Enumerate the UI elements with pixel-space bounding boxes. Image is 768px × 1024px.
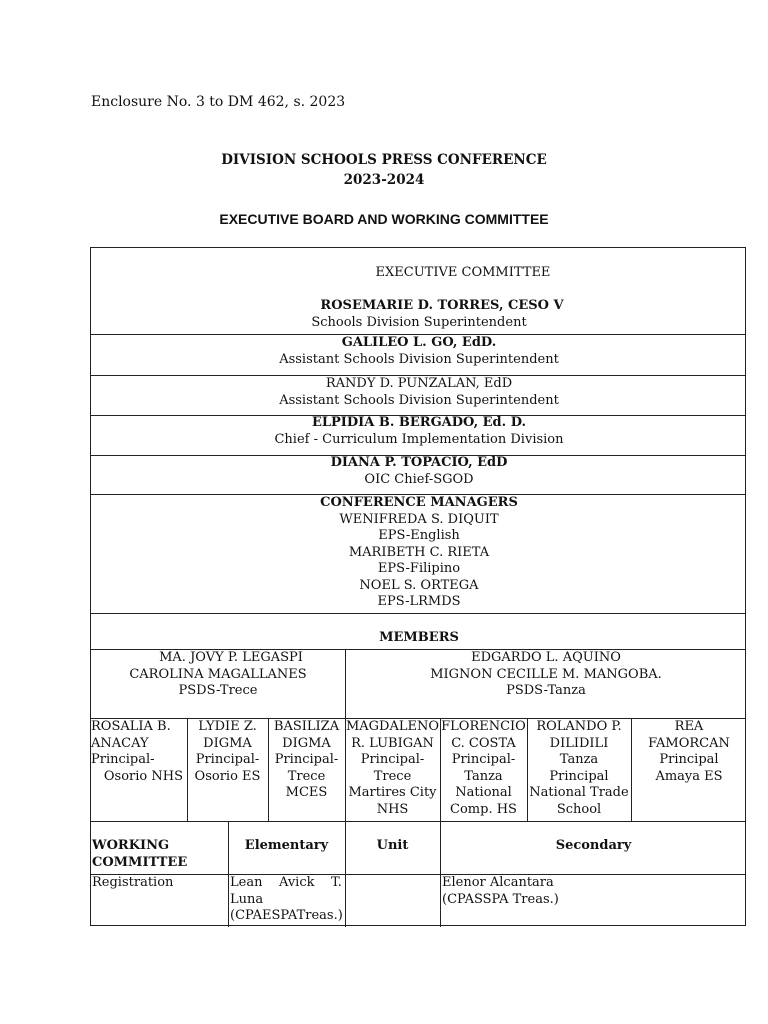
- executive-member: [91, 455, 747, 488]
- member-name: DIANA P. TOPACIO, EdD: [330, 455, 508, 470]
- member-title: Chief - Curriculum Implementation Division: [274, 431, 564, 447]
- member-title: Schools Division Superintendent: [311, 314, 527, 330]
- manager-title: EPS-Filipino: [377, 561, 461, 576]
- psds-tanza: EDGARDO L. AQUINO MIGNON CECILLE M. MANGOBA. PSDS-Tanza: [430, 650, 662, 698]
- unit-header: Unit: [376, 838, 409, 853]
- document-year: 2023-2024: [343, 172, 425, 188]
- psds-trece: MA. JOVY P. LEGASPI CAROLINA MAGALLANES PSDS-Trece: [129, 650, 307, 698]
- principal-cell: LYDIE Z. DIGMA Principal- Osorio ES: [194, 719, 261, 784]
- member-name: RANDY D. PUNZALAN, EdD: [325, 376, 513, 391]
- member-title: Assistant Schools Division Superintendent: [279, 392, 559, 408]
- document-title: DIVISION SCHOOLS PRESS CONFERENCE: [221, 152, 547, 168]
- row-divider: [91, 821, 745, 822]
- manager-name: NOEL S. ORTEGA: [359, 577, 479, 593]
- enclosure-reference: Enclosure No. 3 to DM 462, s. 2023: [91, 94, 346, 110]
- conference-managers-heading: CONFERENCE MANAGERS: [320, 495, 518, 510]
- member-name: ELPIDIA B. BERGADO, Ed. D.: [311, 415, 527, 430]
- row-divider: [91, 613, 745, 614]
- committee-table: [90, 247, 746, 926]
- members-heading: MEMBERS: [379, 630, 459, 645]
- manager-title: EPS-English: [378, 528, 460, 543]
- principal-cell: MAGDALENO R. LUBIGAN Principal- Trece Martires City NHS: [345, 719, 440, 817]
- elementary-header: Elementary: [244, 838, 329, 853]
- committee-name: Registration: [92, 875, 174, 890]
- principal-cell: ROSALIA B. ANACAY Principal- Osorio NHS: [91, 719, 183, 784]
- secondary-header: Secondary: [555, 838, 632, 853]
- manager-title: EPS-LRMDS: [377, 594, 461, 609]
- executive-committee-heading: EXECUTIVE COMMITTEE: [375, 265, 551, 280]
- member-title: OIC Chief-SGOD: [364, 471, 474, 487]
- column-divider: [440, 821, 441, 927]
- document-subtitle: EXECUTIVE BOARD AND WORKING COMMITTEE: [219, 211, 549, 227]
- executive-member: [91, 376, 747, 409]
- member-name: ROSEMARIE D. TORRES, CESO V: [320, 298, 564, 313]
- executive-member: [91, 415, 747, 448]
- principal-cell: FLORENCIO C. COSTA Principal- Tanza National Comp. HS: [441, 719, 526, 817]
- conference-managers: [91, 495, 747, 611]
- member-name: GALILEO L. GO, EdD.: [341, 335, 497, 350]
- executive-member: [91, 298, 747, 331]
- manager-name: WENIFREDA S. DIQUIT: [339, 511, 499, 527]
- secondary-assignee: Elenor Alcantara (CPASSPA Treas.): [442, 875, 559, 907]
- working-committee-header: WORKING COMMITTEE: [92, 838, 188, 870]
- principal-cell: ROLANDO P. DILIDILI Tanza Principal National Trade School: [529, 719, 629, 817]
- manager-name: MARIBETH C. RIETA: [348, 544, 490, 560]
- executive-member: [91, 335, 747, 368]
- principal-cell: REA FAMORCAN Principal Amaya ES: [648, 719, 730, 784]
- column-divider: [345, 821, 346, 927]
- principal-cell: BASILIZA DIGMA Principal- Trece MCES: [273, 719, 340, 800]
- member-title: Assistant Schools Division Superintendent: [279, 351, 559, 367]
- elementary-assignee: Lean Avick T. Luna (CPAESPATreas.): [230, 875, 343, 923]
- column-divider: [228, 821, 229, 927]
